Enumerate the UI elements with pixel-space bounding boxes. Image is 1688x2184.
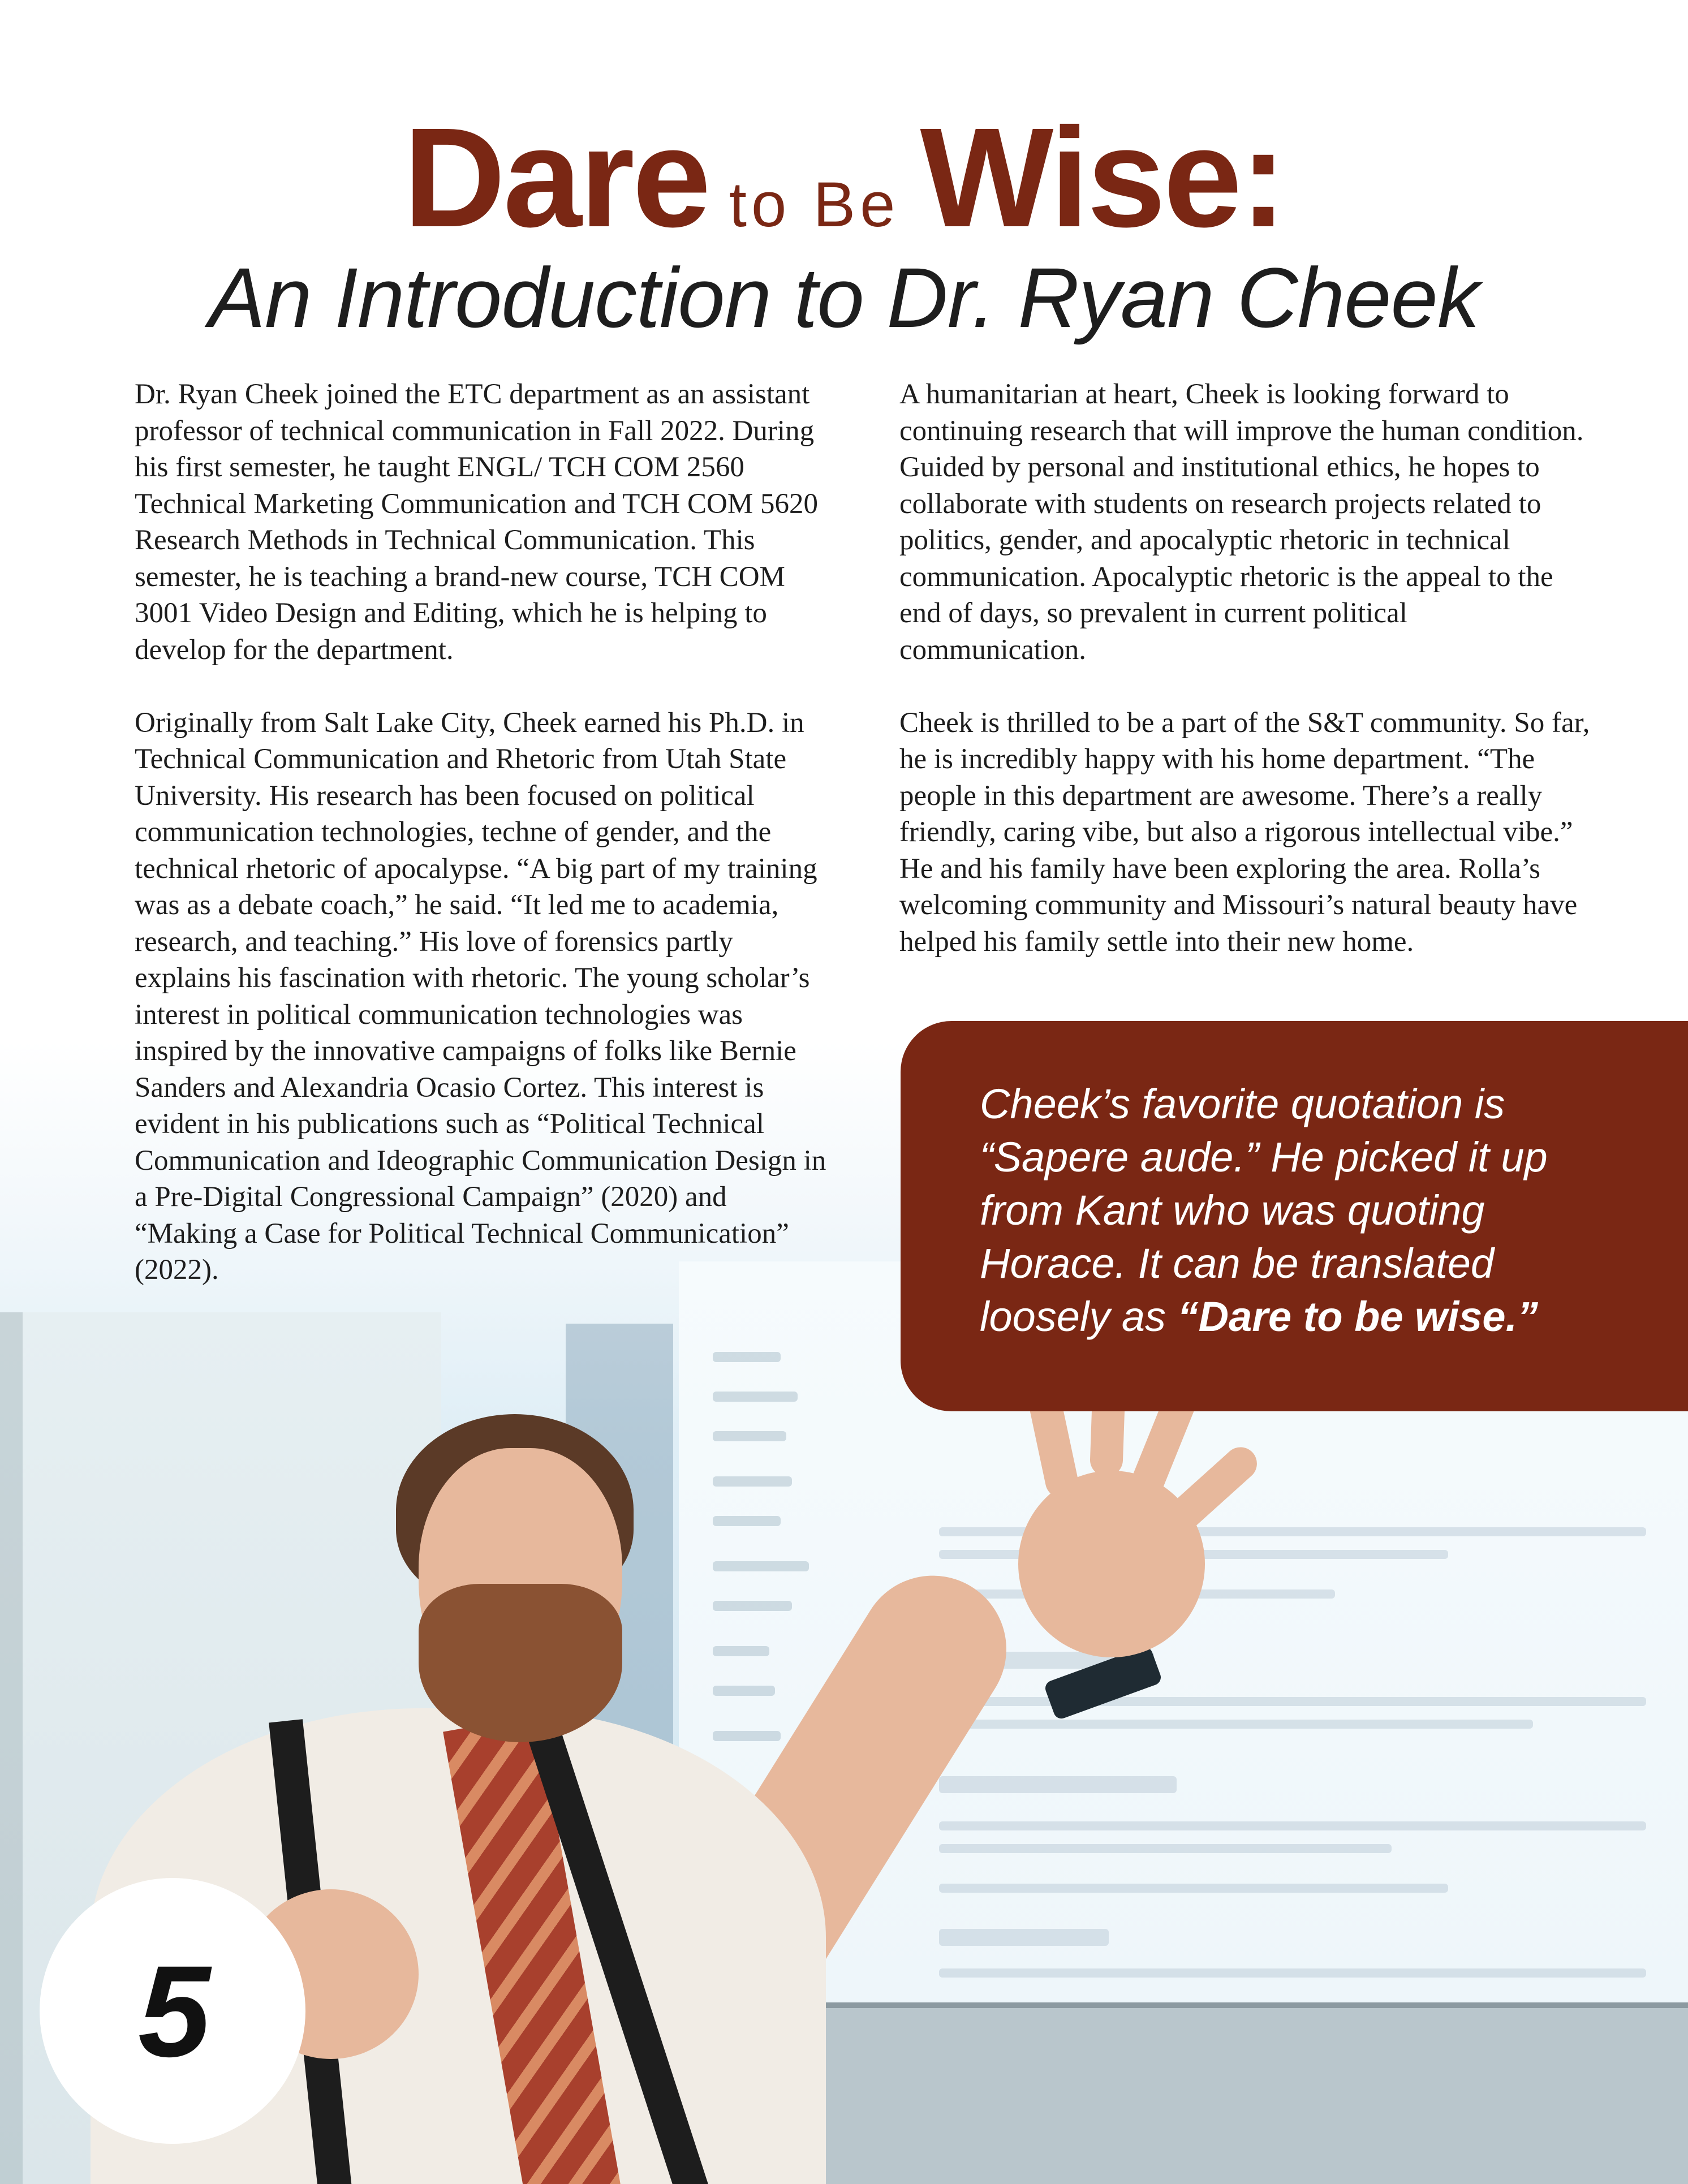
person-beard [419, 1584, 622, 1742]
pull-quote-body: Cheek’s favorite quotation is “Sapere aude.” He picked it up from Kant who was quoting Horace. It can be translated loosely as [980, 1080, 1548, 1340]
title-word-to-be: to Be [729, 169, 900, 240]
photo-door-edge [0, 1312, 23, 2184]
left-column [135, 376, 830, 1325]
title-word-dare: Dare [403, 98, 709, 256]
left-paragraph-2: Originally from Salt Lake City, Cheek earned his Ph.D. in Technical Communication and Rhetoric from Utah State University. His research has been focused on political communication technologies, techne of gender, and the technical rhetoric of apocalypse. “A big part of my training was as a debate coach,” he said. “It led me to academia, research, and teaching.” His love of forensics partly explains his fascination with rhetoric. The young scholar’s interest in political communication technologies was inspired by the innovative campaigns of folks like Bernie Sanders and Alexandria Ocasio Cortez. This interest is evident in his publications such as “Political Technical Communication and Ideographic Communication Design in a Pre-Digital Congressional Campaign” (2020) and “Making a Case for Political Technical Communication” (2022). [135, 707, 826, 1286]
page-number-badge [40, 1878, 305, 2144]
pull-quote-emphasis: “Dare to be wise.” [1177, 1293, 1539, 1340]
left-paragraph-1: Dr. Ryan Cheek joined the ETC department as an assistant professor of technical communication in Fall 2022. During his first semester, he taught ENGL/ TCH COM 2560 Technical Marketing Communication and TCH COM 5620 Research Methods in Technical Communication. This semester, he is teaching a brand-new course, TCH COM 3001 Video Design and Editing, which he is helping to develop for the department. [135, 378, 818, 666]
pull-quote-text [980, 1078, 1630, 1343]
title-word-wise: Wise: [920, 98, 1285, 256]
article-subtitle: An Introduction to Dr. Ryan Cheek [209, 250, 1479, 345]
right-column [899, 376, 1595, 997]
article-title [0, 96, 1688, 259]
page-number: 5 [138, 1938, 207, 2084]
right-paragraph-1: A humanitarian at heart, Cheek is looking forward to continuing research that will improve the human condition. Guided by personal and institutional ethics, he hopes to collaborate with students on research projects related to politics, gender, and apocalyptic rhetoric in technical communication. Apocalyptic rhetoric is the appeal to the end of days, so prevalent in current political communication. [899, 378, 1584, 666]
right-paragraph-2: Cheek is thrilled to be a part of the S&T community. So far, he is incredibly happy with his home department. “The people in this department are awesome. There’s a really friendly, caring vibe, but also a rigorous intellectual vibe.” He and his family have been exploring the area. Rolla’s welcoming community and Missouri’s natural beauty have helped his family settle into their new home. [899, 707, 1590, 958]
